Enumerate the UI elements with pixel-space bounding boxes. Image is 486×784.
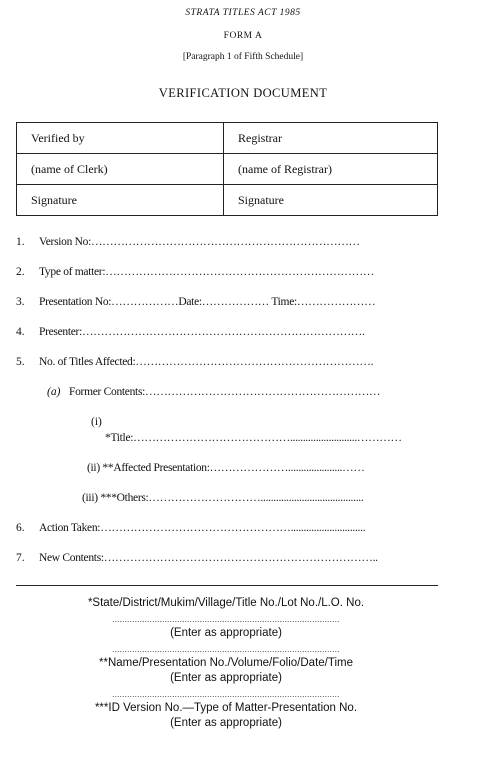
footer-divider <box>16 585 438 586</box>
footnote-triple-star: ***ID Version No.—Type of Matter-Presentation No. <box>94 702 358 714</box>
item-number-6: 6. <box>16 522 25 534</box>
former-contents-field: Former Contents:……………………………………………………… <box>69 386 381 398</box>
enter-as-appropriate-note: (Enter as appropriate) <box>170 627 282 639</box>
table-row <box>17 185 438 216</box>
registrar-signature-cell: Signature <box>224 185 438 216</box>
verified-by-cell: Verified by <box>17 123 224 154</box>
item-number-2: 2. <box>16 266 25 278</box>
others-field: (iii) ***Others:…………………………........................................ <box>82 492 364 504</box>
footnote-single-star: *State/District/Mukim/Village/Title No./Lot No./L.O. No. <box>87 597 365 609</box>
footnote-double-star: **Name/Presentation No./Volume/Folio/Date/Time <box>99 657 353 669</box>
act-title: STRATA TITLES ACT 1985 <box>185 8 301 18</box>
registrar-cell: Registrar <box>224 123 438 154</box>
verification-table <box>16 122 438 216</box>
paragraph-reference: [Paragraph 1 of Fifth Schedule] <box>182 52 304 62</box>
item-number-3: 3. <box>16 296 25 308</box>
registrar-name-cell: (name of Registrar) <box>224 154 438 185</box>
title-field: *Title:……………………………………..........................………… <box>105 432 402 444</box>
enter-as-appropriate-note: (Enter as appropriate) <box>170 717 282 729</box>
affected-presentation-field: (ii) **Affected Presentation:………………….....................…… <box>87 462 365 474</box>
form-label: FORM A <box>223 31 263 41</box>
item-number-7: 7. <box>16 552 25 564</box>
fill-in-line: ........................................................................................... <box>112 645 340 654</box>
subitem-a-label: (a) <box>47 386 61 398</box>
fill-in-line: ........................................................................................... <box>112 615 340 624</box>
action-taken-field: Action Taken:……………………………………………............................. <box>39 522 366 534</box>
titles-affected-field: No. of Titles Affected:………………………………………………………. <box>39 356 374 368</box>
version-no-field: Version No:……………………………………………………………… <box>39 236 360 248</box>
clerk-signature-cell: Signature <box>17 185 224 216</box>
fill-in-line: ........................................................................................... <box>112 690 340 699</box>
enter-as-appropriate-note: (Enter as appropriate) <box>170 672 282 684</box>
presentation-date-time-field: Presentation No:………………Date:……………… Time:………………… <box>39 296 376 308</box>
item-number-1: 1. <box>16 236 25 248</box>
subitem-i-label: (i) <box>91 416 102 428</box>
table-row <box>17 123 438 154</box>
presenter-field: Presenter:…………………………………………………………………. <box>39 326 365 338</box>
type-of-matter-field: Type of matter:……………………………………………………………… <box>39 266 375 278</box>
table-row <box>17 154 438 185</box>
item-number-5: 5. <box>16 356 25 368</box>
item-number-4: 4. <box>16 326 25 338</box>
document-title: VERIFICATION DOCUMENT <box>158 86 328 100</box>
new-contents-field: New Contents:……………………………………………………………….. <box>39 552 378 564</box>
clerk-name-cell: (name of Clerk) <box>17 154 224 185</box>
